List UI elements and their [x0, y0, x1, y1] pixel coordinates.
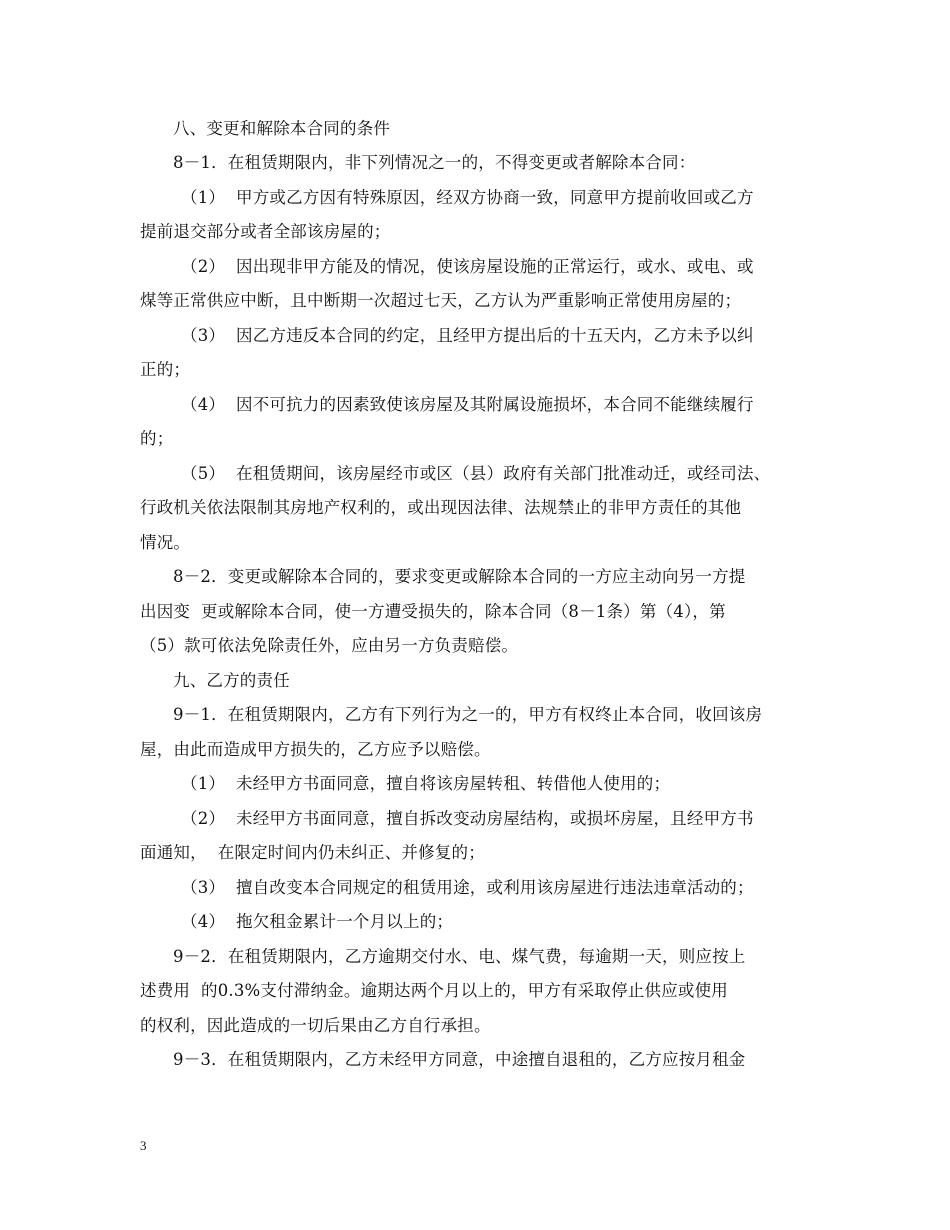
- paragraph-line: 9－2．在租赁期限内，乙方逾期交付水、电、煤气费，每逾期一天，则应按上: [173, 947, 746, 966]
- paragraph-line: 九、乙方的责任: [173, 671, 290, 690]
- paragraph-line: 出因变 更或解除本合同，使一方遭受损失的，除本合同（8－1条）第（4），第: [140, 602, 726, 621]
- paragraph-line: 的权利，因此造成的一切后果由乙方自行承担。: [140, 1016, 491, 1035]
- paragraph-line: 行政机关依法限制其房地产权利的，或出现因法律、法规禁止的非甲方责任的其他: [140, 498, 742, 517]
- paragraph-line: （5）款可依法免除责任外，应由另一方负责赔偿。: [140, 636, 519, 655]
- paragraph-line: 情况。: [140, 533, 191, 552]
- paragraph-line: （3） 擅自改变本合同规定的租赁用途，或利用该房屋进行违法违章活动的；: [181, 878, 754, 897]
- paragraph-line: 9－1．在租赁期限内，乙方有下列行为之一的，甲方有权终止本合同，收回该房: [173, 705, 763, 724]
- paragraph-line: 8－1．在租赁期限内，非下列情况之一的，不得变更或者解除本合同：: [173, 153, 696, 172]
- paragraph-line: （2） 因出现非甲方能及的情况，使该房屋设施的正常运行，或水、或电、或: [181, 257, 754, 276]
- paragraph-line: 8－2．变更或解除本合同的，要求变更或解除本合同的一方应主动向另一方提: [173, 567, 746, 586]
- paragraph-line: （1） 甲方或乙方因有特殊原因，经双方协商一致，同意甲方提前收回或乙方: [181, 188, 754, 207]
- paragraph-line: 的；: [140, 429, 174, 448]
- paragraph-line: 煤等正常供应中断，且中断期一次超过七天，乙方认为严重影响正常使用房屋的；: [140, 291, 742, 310]
- paragraph-line: （3） 因乙方违反本合同的约定，且经甲方提出后的十五天内，乙方未予以纠: [181, 326, 754, 345]
- paragraph-line: （5） 在租赁期间，该房屋经市或区（县）政府有关部门批准动迁，或经司法、: [181, 464, 771, 483]
- paragraph-line: 八、变更和解除本合同的条件: [173, 119, 391, 138]
- paragraph-line: 屋，由此而造成甲方损失的，乙方应予以赔偿。: [140, 740, 491, 759]
- paragraph-line: （4） 因不可抗力的因素致使该房屋及其附属设施损坏，本合同不能继续履行: [181, 395, 754, 414]
- paragraph-line: 正的；: [140, 360, 191, 379]
- page-number: 3: [140, 1138, 147, 1153]
- paragraph-line: 面通知， 在限定时间内仍未纠正、并修复的；: [140, 843, 485, 862]
- paragraph-line: （4） 拖欠租金累计一个月以上的；: [181, 912, 454, 931]
- paragraph-line: （1） 未经甲方书面同意，擅自将该房屋转租、转借他人使用的；: [181, 774, 671, 793]
- paragraph-line: 提前退交部分或者全部该房屋的；: [140, 222, 391, 241]
- paragraph-line: （2） 未经甲方书面同意，擅自拆改变动房屋结构，或损坏房屋，且经甲方书: [181, 809, 754, 828]
- paragraph-line: 述费用 的0.3%支付滞纳金。逾期达两个月以上的，甲方有采取停止供应或使用: [140, 981, 729, 1000]
- paragraph-line: 9－3．在租赁期限内，乙方未经甲方同意，中途擅自退租的，乙方应按月租金: [173, 1050, 746, 1069]
